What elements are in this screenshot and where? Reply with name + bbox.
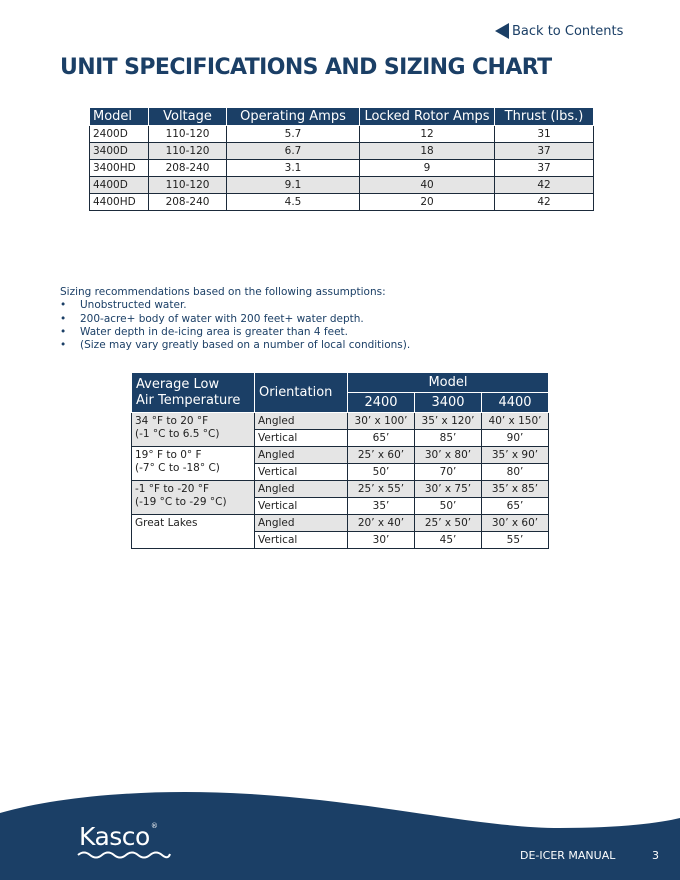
back-to-contents-link[interactable]	[495, 23, 623, 39]
orientation-cell: Vertical	[255, 430, 348, 447]
spec-cell: 40	[360, 177, 495, 194]
spec-col-header: Locked Rotor Amps	[360, 108, 495, 126]
assumptions-list	[60, 299, 480, 352]
temp-celsius: (-1 °C to 6.5 °C)	[135, 428, 220, 440]
page-number: 3	[652, 849, 659, 862]
table-row	[90, 194, 594, 211]
size-cell: 30’ x 100’	[348, 413, 415, 430]
size-cell: 25’ x 55’	[348, 481, 415, 498]
temp-fahrenheit: -1 °F to -20 °F	[135, 483, 210, 495]
spec-cell: 3.1	[227, 160, 360, 177]
temperature-range-cell	[132, 413, 255, 447]
temp-fahrenheit: 19° F to 0° F	[135, 449, 202, 461]
size-cell: 50’	[348, 464, 415, 481]
size-cell: 65’	[348, 430, 415, 447]
orientation-cell: Angled	[255, 515, 348, 532]
list-item: • Water depth in de-icing area is greater than 4 feet.	[60, 326, 480, 339]
size-cell: 35’ x 85’	[482, 481, 549, 498]
spec-cell: 31	[495, 126, 594, 143]
logo-wave-icon	[76, 849, 172, 861]
temperature-range-cell	[132, 515, 255, 549]
size-cell: 30’	[348, 532, 415, 549]
spec-cell: 12	[360, 126, 495, 143]
manual-title: DE-ICER MANUAL	[520, 849, 616, 862]
size-cell: 25’ x 50’	[415, 515, 482, 532]
size-cell: 85’	[415, 430, 482, 447]
table-row	[132, 447, 549, 464]
assumptions-intro: Sizing recommendations based on the following assumptions:	[60, 286, 386, 298]
temp-fahrenheit: 34 °F to 20 °F	[135, 415, 209, 427]
spec-col-header: Operating Amps	[227, 108, 360, 126]
sizing-chart-table	[131, 372, 549, 549]
sizing-header-row	[132, 373, 549, 393]
temp-fahrenheit: Great Lakes	[135, 517, 198, 529]
temperature-range-cell	[132, 447, 255, 481]
model-4400-header: 4400	[482, 393, 549, 413]
sizing-assumptions	[60, 286, 480, 352]
size-cell: 35’ x 120’	[415, 413, 482, 430]
spec-cell: 208-240	[149, 160, 227, 177]
temperature-range-cell	[132, 481, 255, 515]
spec-col-header: Thrust (lbs.)	[495, 108, 594, 126]
orientation-cell: Vertical	[255, 532, 348, 549]
list-item: • (Size may vary greatly based on a number of local conditions).	[60, 339, 480, 352]
spec-col-header: Voltage	[149, 108, 227, 126]
table-row	[132, 481, 549, 498]
temperature-header	[132, 373, 255, 413]
spec-cell: 37	[495, 143, 594, 160]
size-cell: 45’	[415, 532, 482, 549]
spec-cell: 4400HD	[90, 194, 149, 211]
spec-cell: 5.7	[227, 126, 360, 143]
unit-specifications-table	[89, 107, 594, 211]
spec-cell: 4.5	[227, 194, 360, 211]
model-header: Model	[348, 373, 549, 393]
size-cell: 30’ x 80’	[415, 447, 482, 464]
table-row	[132, 413, 549, 430]
table-row	[90, 143, 594, 160]
spec-cell: 110-120	[149, 143, 227, 160]
orientation-cell: Angled	[255, 447, 348, 464]
list-item: • 200-acre+ body of water with 200 feet+ water depth.	[60, 313, 480, 326]
size-cell: 40’ x 150’	[482, 413, 549, 430]
page-title: UNIT SPECIFICATIONS AND SIZING CHART	[60, 55, 552, 80]
orientation-cell: Angled	[255, 413, 348, 430]
spec-col-header: Model	[90, 108, 149, 126]
temp-celsius: (-19 °C to -29 °C)	[135, 496, 227, 508]
spec-cell: 9.1	[227, 177, 360, 194]
size-cell: 90’	[482, 430, 549, 447]
spec-cell: 9	[360, 160, 495, 177]
spec-header-row	[90, 108, 594, 126]
orientation-cell: Angled	[255, 481, 348, 498]
spec-cell: 20	[360, 194, 495, 211]
registered-mark: ®	[150, 822, 158, 830]
spec-cell: 4400D	[90, 177, 149, 194]
spec-cell: 18	[360, 143, 495, 160]
size-cell: 25’ x 60’	[348, 447, 415, 464]
spec-cell: 6.7	[227, 143, 360, 160]
size-cell: 70’	[415, 464, 482, 481]
table-row	[132, 515, 549, 532]
table-row	[90, 160, 594, 177]
spec-cell: 110-120	[149, 177, 227, 194]
back-to-contents-label: Back to Contents	[512, 23, 624, 39]
size-cell: 80’	[482, 464, 549, 481]
model-2400-header: 2400	[348, 393, 415, 413]
table-row	[90, 177, 594, 194]
spec-cell: 42	[495, 177, 594, 194]
temperature-header-line2: Air Temperature	[136, 392, 241, 408]
size-cell: 55’	[482, 532, 549, 549]
size-cell: 35’	[348, 498, 415, 515]
spec-cell: 2400D	[90, 126, 149, 143]
brand-name: Kasco	[79, 822, 150, 851]
spec-cell: 208-240	[149, 194, 227, 211]
orientation-header: Orientation	[255, 373, 348, 413]
table-row	[90, 126, 594, 143]
orientation-cell: Vertical	[255, 464, 348, 481]
spec-cell: 3400HD	[90, 160, 149, 177]
size-cell: 20’ x 40’	[348, 515, 415, 532]
model-3400-header: 3400	[415, 393, 482, 413]
size-cell: 65’	[482, 498, 549, 515]
temperature-header-line1: Average Low	[136, 376, 220, 392]
spec-cell: 42	[495, 194, 594, 211]
size-cell: 30’ x 60’	[482, 515, 549, 532]
back-arrow-icon	[495, 23, 510, 39]
size-cell: 30’ x 75’	[415, 481, 482, 498]
spec-cell: 3400D	[90, 143, 149, 160]
temp-celsius: (-7° C to -18° C)	[135, 462, 220, 474]
orientation-cell: Vertical	[255, 498, 348, 515]
size-cell: 35’ x 90’	[482, 447, 549, 464]
spec-cell: 110-120	[149, 126, 227, 143]
kasco-logo	[79, 822, 157, 851]
size-cell: 50’	[415, 498, 482, 515]
spec-cell: 37	[495, 160, 594, 177]
list-item: • Unobstructed water.	[60, 299, 480, 312]
